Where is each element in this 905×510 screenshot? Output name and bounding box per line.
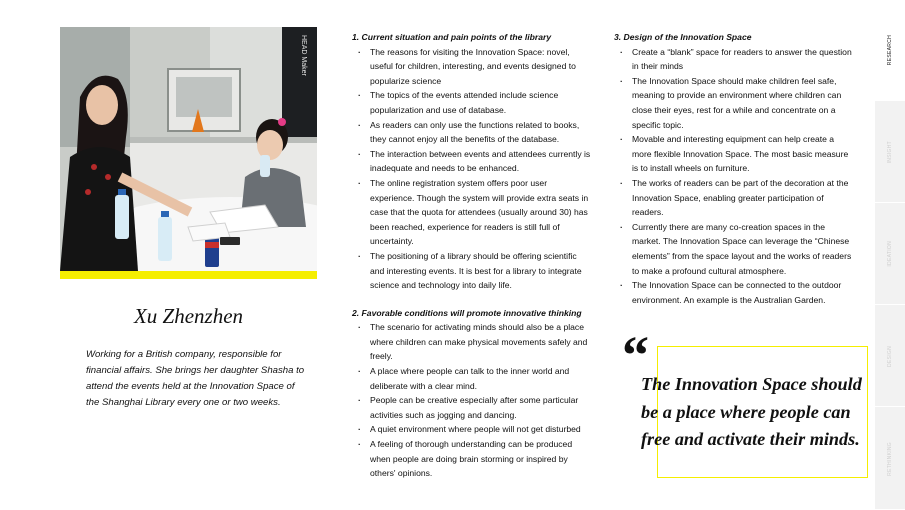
list-item: · The scenario for activating minds should also be a place where children can make physical movements safely and freely.	[352, 320, 592, 364]
list-item: · A place where people can talk to the inner world and deliberate with a clear mind.	[352, 364, 592, 393]
tab-ideation[interactable]	[875, 204, 905, 305]
tab-label: IDEATION	[887, 241, 893, 267]
list-item: · People can be creative especially after some particular activities such as jogging and dancing.	[352, 393, 592, 422]
tab-label: INSIGHT	[887, 140, 893, 164]
tab-rethinking[interactable]	[875, 408, 905, 510]
list-item: · The works of readers can be part of the decoration at the Innovation Space, enabling greater participation of readers.	[614, 176, 854, 220]
interview-photo	[60, 27, 317, 271]
list-item: · Currently there are many co-creation spaces in the market. The Innovation Space can leverage the “Chinese elements” from the space layout and the works of readers to make a profound cultural atmosphere.	[614, 220, 854, 278]
section-title: 2. Favorable conditions will promote innovative thinking	[352, 307, 582, 318]
tab-design[interactable]	[875, 306, 905, 407]
list-item: · A quiet environment where people will not get disturbed	[352, 422, 592, 437]
pull-quote: The Innovation Space should be a place where people can free and activate their minds.	[641, 374, 862, 449]
list-item: · A feeling of thorough understanding can be produced when people are doing brain storming or inspired by others' opinions.	[352, 437, 592, 481]
person-name: Xu Zhenzhen	[133, 304, 244, 328]
section-list	[352, 320, 592, 481]
person-bio: Working for a British company, responsible for financial affairs. She brings her daughter Shasha to attend the events held at the Innovation Space of the Shanghai Library every one or two weeks.	[86, 349, 305, 408]
list-item: · The topics of the events attended include science popularization and use of database.	[352, 88, 592, 117]
list-item: · As readers can only use the functions related to books, they cannot enjoy all the benefits of the database.	[352, 118, 592, 147]
tab-insight[interactable]	[875, 102, 905, 203]
photo-illustration	[60, 27, 317, 271]
tab-research[interactable]	[875, 0, 905, 101]
section-title: 3. Design of the Innovation Space	[614, 32, 752, 42]
section-title: 1. Current situation and pain points of the library	[352, 32, 552, 42]
list-item: · Create a “blank” space for readers to answer the question in their minds	[614, 45, 854, 74]
list-item: · The interaction between events and attendees currently is inadequate and needs to be enhanced.	[352, 147, 592, 176]
list-item: · The online registration system offers poor user experience. Though the system will provide extra seats in case that the quota for attendees (usually around 30) has been reached, experience for readers is still full of uncertainty.	[352, 176, 592, 249]
tab-label: RESEARCH	[887, 34, 893, 66]
tab-label: DESIGN	[887, 345, 893, 367]
section-list	[352, 45, 592, 293]
list-item: · Movable and interesting equipment can help create a more flexible Innovation Space. The most basic measure is to install wheels on furniture.	[614, 132, 854, 176]
list-item: · The Innovation Space should make children feel safe, meaning to provide an environment where children can close their eyes, rest for a while and concentrate on a specific topic.	[614, 74, 854, 132]
quote-mark-icon: “	[622, 325, 649, 385]
list-item: · The Innovation Space can be connected to the outdoor environment. An example is the Australian Garden.	[614, 278, 854, 307]
list-item: · The positioning of a library should be offering scientific and interesting events. It is best for a library to integrate science and technology into daily life.	[352, 249, 592, 293]
side-nav	[875, 0, 905, 510]
section-list	[614, 45, 854, 308]
printer-label: HEAD Maker	[300, 35, 307, 76]
photo-accent-bar	[60, 271, 317, 279]
tab-label: RETHINKING	[887, 441, 893, 476]
list-item: · The reasons for visiting the Innovation Space: novel, useful for children, interesting, and events designed to popularize science	[352, 45, 592, 89]
text-column-left	[352, 30, 592, 481]
text-column-right	[614, 30, 854, 307]
